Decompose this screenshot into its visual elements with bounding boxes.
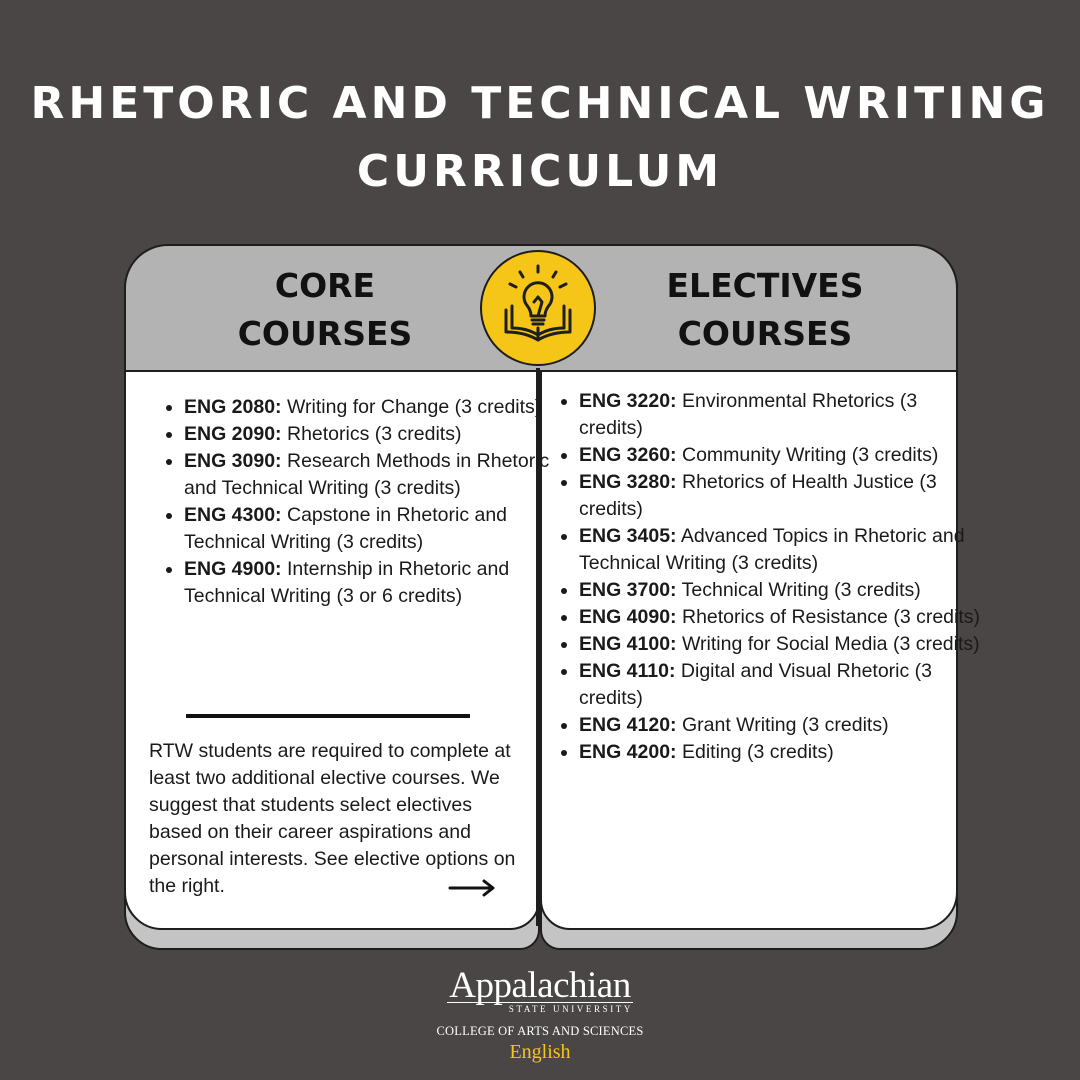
course-code: ENG 4110:: [579, 660, 676, 682]
course-code: ENG 3260:: [579, 444, 677, 466]
list-item: [579, 577, 981, 604]
list-item: [579, 658, 981, 712]
course-code: ENG 4200:: [579, 741, 677, 763]
course-code: ENG 3405:: [579, 525, 677, 547]
course-description: Writing for Social Media (3 credits): [676, 633, 980, 655]
electives-courses-heading: [630, 262, 900, 358]
section-divider-line: [186, 714, 470, 718]
page-title: [0, 70, 1080, 206]
logo-college-name: COLLEGE OF ARTS AND SCIENCES: [436, 1024, 644, 1038]
list-item: [579, 388, 981, 442]
core-heading-line-2: COURSES: [237, 314, 413, 353]
electives-courses-list: [545, 388, 981, 766]
course-description: Capstone in Rhetoric and Technical Writing (3 credits): [184, 504, 508, 553]
list-item: [184, 421, 550, 448]
logo-university-name: Appalachian: [449, 965, 631, 1006]
course-code: ENG 3090:: [184, 450, 282, 472]
list-item: [579, 469, 981, 523]
core-heading-line-1: CORE: [274, 266, 376, 305]
course-code: ENG 2080:: [184, 396, 282, 418]
university-logo: [0, 966, 1080, 1064]
course-description: Rhetorics (3 credits): [281, 423, 462, 445]
course-description: Digital and Visual Rhetoric (3 credits): [579, 660, 933, 709]
list-item: [579, 604, 981, 631]
course-description: Technical Writing (3 credits): [676, 579, 921, 601]
course-code: ENG 3220:: [579, 390, 677, 412]
list-item: [579, 712, 981, 739]
logo-department: English: [509, 1041, 571, 1063]
course-description: Rhetorics of Health Justice (3 credits): [579, 471, 937, 520]
lightbulb-book-icon: [480, 250, 596, 366]
course-description: Editing (3 credits): [676, 741, 834, 763]
title-line-2: CURRICULUM: [356, 146, 724, 197]
logo-state-university: STATE UNIVERSITY: [447, 1002, 633, 1014]
core-courses-heading: [190, 262, 460, 358]
list-item: [579, 523, 981, 577]
course-description: Research Methods in Rhetoric and Technical Writing (3 credits): [184, 450, 550, 499]
list-item: [579, 739, 981, 766]
course-code: ENG 2090:: [184, 423, 282, 445]
course-code: ENG 4100:: [579, 633, 677, 655]
course-description: Internship in Rhetoric and Technical Writing (3 or 6 credits): [184, 558, 510, 607]
course-description: Advanced Topics in Rhetoric and Technical Writing (3 credits): [579, 525, 965, 574]
course-code: ENG 3700:: [579, 579, 677, 601]
title-line-1: RHETORIC AND TECHNICAL WRITING: [30, 78, 1050, 129]
core-courses-list: [150, 394, 550, 610]
list-item: [184, 556, 550, 610]
course-code: ENG 4120:: [579, 714, 677, 736]
course-description: Environmental Rhetorics (3 credits): [579, 390, 918, 439]
course-description: Community Writing (3 credits): [676, 444, 939, 466]
course-code: ENG 4090:: [579, 606, 677, 628]
electives-heading-line-2: COURSES: [677, 314, 853, 353]
list-item: [579, 442, 981, 469]
course-code: ENG 4300:: [184, 504, 282, 526]
course-description: Writing for Change (3 credits): [281, 396, 542, 418]
elective-requirement-note: RTW students are required to complete at least two additional elective courses. We suggest that students select electives based on their career aspirations and personal interests. See elective options on the right.: [149, 740, 516, 897]
course-description: Grant Writing (3 credits): [676, 714, 889, 736]
course-description: Rhetorics of Resistance (3 credits): [676, 606, 981, 628]
list-item: [184, 448, 550, 502]
arrow-right-icon: [448, 878, 496, 898]
course-code: ENG 3280:: [579, 471, 677, 493]
electives-heading-line-1: ELECTIVES: [666, 266, 864, 305]
course-code: ENG 4900:: [184, 558, 282, 580]
list-item: [184, 502, 550, 556]
list-item: [184, 394, 550, 421]
list-item: [579, 631, 981, 658]
